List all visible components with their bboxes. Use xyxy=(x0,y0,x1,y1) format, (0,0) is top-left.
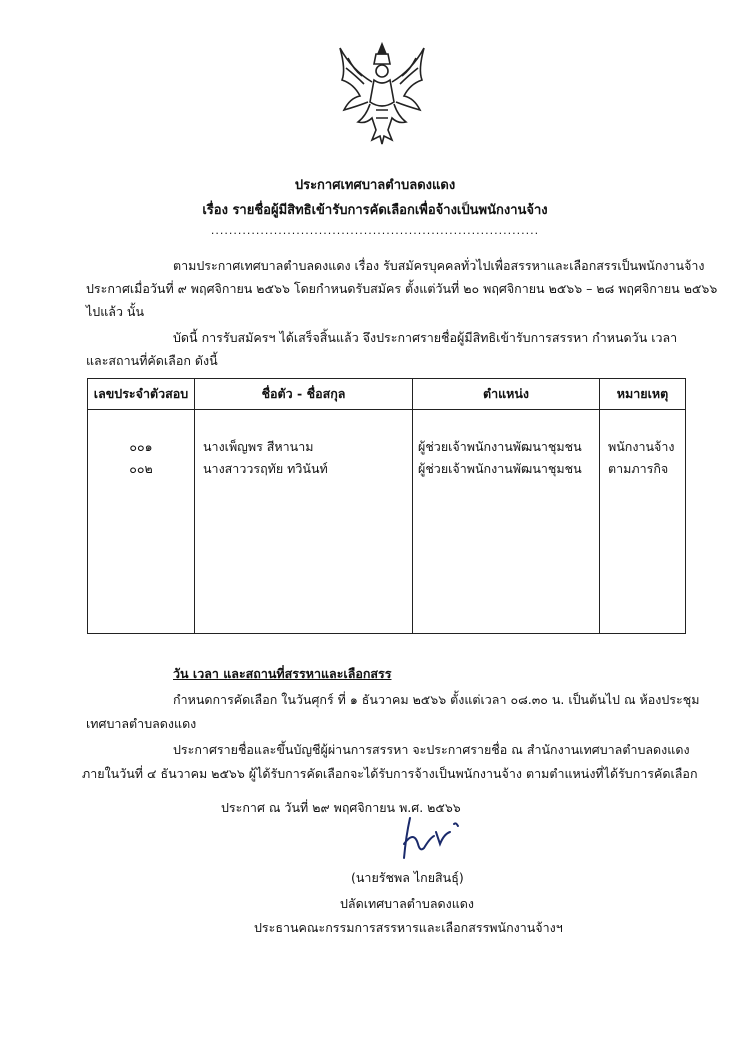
title-separator: ......................................................................... xyxy=(210,224,540,237)
handwritten-signature xyxy=(396,814,466,860)
intro-line-3: ไปแล้ว นั้น xyxy=(86,304,145,319)
announce-line-2: และสถานที่คัดเลือก ดังนี้ xyxy=(86,353,218,368)
document-title: ประกาศเทศบาลตำบลดงแดง xyxy=(294,178,456,193)
intro-line-2: ประกาศเมื่อวันที่ ๙ พฤศจิกายน ๒๕๖๖ โดยกำหนดรับสมัคร ตั้งแต่วันที่ ๒๐ พฤศจิกายน ๒๕๖๖ – ๒๘ พฤศจิกายน ๒๕๖๖ xyxy=(86,281,718,296)
candidate-position: ผู้ช่วยเจ้าพนักงานพัฒนาชุมชน xyxy=(418,439,582,454)
header-position: ตำแหน่ง xyxy=(413,379,600,410)
signer-name: (นายรัชพล ไกยสินธุ์) xyxy=(351,870,464,885)
schedule-line-4: ภายในวันที่ ๔ ธันวาคม ๒๕๖๖ ผู้ได้รับการคัดเลือกจะได้รับการจ้างเป็นพนักงานจ้าง ตามตำแหน่งที่ได้รับการคัดเลือก xyxy=(82,766,698,781)
note-cell xyxy=(600,410,686,634)
candidate-name: นางเพ็ญพร สีหานาม xyxy=(203,439,314,454)
candidate-position: ผู้ช่วยเจ้าพนักงานพัฒนาชุมชน xyxy=(418,461,582,476)
header-exam-id: เลขประจำตัวสอบ xyxy=(88,379,195,410)
table-row xyxy=(88,410,686,634)
document-subject: เรื่อง รายชื่อผู้มีสิทธิเข้ารับการคัดเลือกเพื่อจ้างเป็นพนักงานจ้าง xyxy=(202,203,548,218)
candidate-note: ตามภารกิจ xyxy=(608,461,669,476)
candidate-name: นางสาววรฤทัย ทวินันท์ xyxy=(203,461,328,476)
header-note: หมายเหตุ xyxy=(600,379,686,410)
schedule-line-3: ประกาศรายชื่อและขึ้นบัญชีผู้ผ่านการสรรหา จะประกาศรายชื่อ ณ สำนักงานเทศบาลตำบลดงแดง xyxy=(173,742,690,757)
signer-title: ปลัดเทศบาลตำบลดงแดง xyxy=(340,896,475,911)
candidate-note: พนักงานจ้าง xyxy=(608,439,675,454)
schedule-line-2: เทศบาลตำบลดงแดง xyxy=(86,716,197,731)
intro-line-1: ตามประกาศเทศบาลตำบลดงแดง เรื่อง รับสมัครบุคคลทั่วไปเพื่อสรรหาและเลือกสรรเป็นพนักงานจ้าง xyxy=(173,258,705,273)
position-cell xyxy=(413,410,600,634)
exam-id-cell xyxy=(88,410,195,634)
garuda-emblem xyxy=(332,40,432,148)
name-cell xyxy=(195,410,413,634)
announcement-date: ประกาศ ณ วันที่ ๒๙ พฤศจิกายน พ.ศ. ๒๕๖๖ xyxy=(221,800,461,815)
announce-line-1: บัดนี้ การรับสมัครฯ ได้เสร็จสิ้นแล้ว จึงประกาศรายชื่อผู้มีสิทธิเข้ารับการสรรหา กำหนดวัน เวลา xyxy=(173,330,678,345)
header-name: ชื่อตัว - ชื่อสกุล xyxy=(195,379,413,410)
candidates-table xyxy=(87,378,686,634)
exam-id: ๐๐๒ xyxy=(129,461,153,476)
signer-role: ประธานคณะกรรมการสรรหารและเลือกสรรพนักงานจ้างฯ xyxy=(254,920,563,935)
table-header-row xyxy=(88,379,686,410)
schedule-line-1: กำหนดการคัดเลือก ในวันศุกร์ ที่ ๑ ธันวาคม ๒๕๖๖ ตั้งแต่เวลา ๐๘.๓๐ น. เป็นต้นไป ณ ห้องประชุม xyxy=(173,692,700,707)
schedule-heading: วัน เวลา และสถานที่สรรหาและเลือกสรร xyxy=(173,666,392,681)
exam-id: ๐๐๑ xyxy=(129,439,153,454)
